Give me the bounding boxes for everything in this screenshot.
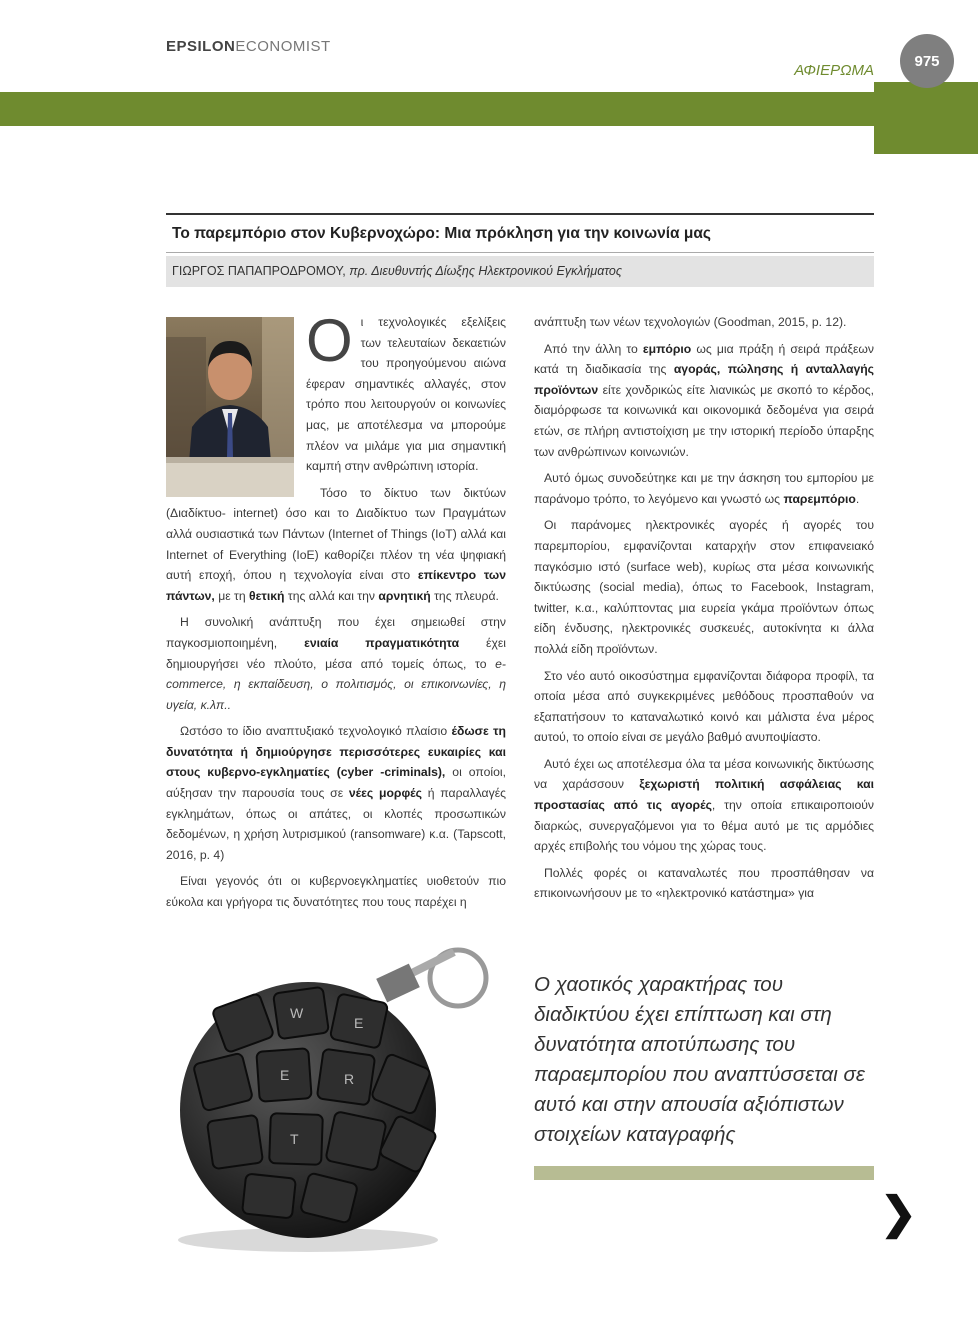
- text-run: της αλλά και την: [284, 588, 379, 603]
- paragraph: Είναι γεγονός ότι οι κυβερνοεγκληματίες υιοθετούν πιο εύκολα και γρήγορα τις δυνατότητες που τους παρέχει η: [166, 874, 506, 910]
- page-number-badge: 975: [900, 34, 954, 88]
- column-right: [534, 312, 874, 910]
- svg-text:W: W: [290, 1005, 304, 1021]
- italic-run: e-commerce, η εκπαίδευση, ο πολιτισμός, οι επικοινωνίες, η υγεία, κ.λπ..: [166, 656, 506, 712]
- text-run: ως μια πράξη ή σειρά πράξεων κατά τη διαδικασία της: [534, 341, 874, 377]
- text-run: Από την άλλη το: [544, 341, 643, 356]
- brand-light: ECONOMIST: [235, 38, 331, 55]
- bold-run: αγοράς, πώλησης ή ανταλλαγής προϊόντων: [534, 362, 875, 397]
- paragraph: Πολλές φορές οι καταναλωτές που προσπάθησαν να επικοινωνήσουν με το «ηλεκτρονικό κατάστημα» για: [534, 865, 874, 901]
- author-role: πρ. Διευθυντής Δίωξης Ηλεκτρονικού Εγκλήματος: [349, 264, 622, 278]
- bold-run: επίκεντρο των πάντων,: [166, 568, 507, 603]
- svg-text:T: T: [290, 1131, 299, 1147]
- text-run: .: [855, 491, 860, 506]
- paragraph: [166, 612, 506, 715]
- bold-run: ενιαία πραγματικότητα: [304, 635, 460, 650]
- column-left: [166, 307, 507, 919]
- bold-run: παρεμπόριο: [783, 491, 856, 506]
- paragraph: [534, 339, 874, 463]
- text-run: οι οποίοι, αύξησαν την παρουσία τους σε: [166, 765, 506, 801]
- text-run: της πλευρά.: [430, 588, 499, 603]
- text-run: Η συνολική ανάπτυξη που έχει σημειωθεί στην παγκοσμιοποιημένη,: [166, 615, 506, 650]
- bold-run: εμπόριο: [642, 341, 692, 356]
- paragraph: Οι παράνομες ηλεκτρονικές αγορές ή αγορές του παρεμπορίου, εμφανίζονται καταρχήν στον επιφανειακό παγκόσμιο ιστό (surface web), κυρίως στα μέσα κοινωνικής δικτύωσης (social media), όπως το Facebook, Instagram, twitter, κ.α., καλύπτοντας μια ευρεία γκάμα προϊόντων όπως είδη ένδυσης, ηλεκτρονικές συσκευές, αυτοκίνητα κι άλλα πολλά είδη προϊόντων.: [534, 518, 874, 656]
- author-name: ΓΙΩΡΓΟΣ ΠΑΠΑΠΡΟΔΡΟΜΟΥ,: [172, 264, 346, 278]
- bold-run: αρνητική: [378, 588, 431, 603]
- svg-text:R: R: [344, 1071, 355, 1087]
- author-bar: [166, 256, 874, 287]
- text-run: Αυτό έχει ως αποτέλεσμα όλα τα μέσα κοινωνικής δικτύωσης να χαράσσουν: [534, 756, 874, 792]
- header-green-tab: [874, 82, 978, 154]
- bold-run: νέες μορφές: [348, 786, 423, 801]
- text-run: Αυτό όμως συνοδεύτηκε και με την άσκηση του εμπορίου με παράνομο τρόπο, το λεγόμενο και γνωστό ως: [534, 471, 874, 506]
- paragraph: [166, 483, 506, 607]
- brand-bold: EPSILON: [166, 38, 236, 55]
- text-run: Ωστόσο το ίδιο αναπτυξιακό τεχνολογικό πλαίσιο: [180, 724, 452, 739]
- text-run: Τόσο το δίκτυο των δικτύων (Διαδίκτυο- internet) όσο και το Διαδίκτυο των Πραγμάτων αλλά ουσιαστικά των Πάντων (Internet of Things (IoT) αλλά και Internet of Everything (IoE) καθορίζει πλέον τη νέα ψηφιακή αυτή εποχή, όπου η τεχνολογία είναι στο: [166, 485, 506, 583]
- bold-run: θετική: [249, 588, 285, 603]
- text-run: έχει δημιουργήσει νέο πλούτο, μέσα από τομείς όπως, το: [166, 635, 507, 671]
- paragraph: [534, 754, 874, 857]
- masthead: [166, 38, 331, 55]
- text-run: με τη: [214, 588, 250, 603]
- paragraph-text: ι τεχνολογικές εξελίξεις των τελευταίων δεκαετιών του προηγούμενου αιώνα έφεραν σημαντικές αλλαγές, στον τρόπο που λειτουργούν οι κοινωνίες μας, με αποτέλεσμα να μπορούμε πλέον να μιλάμε για μια σημαντική καμπή στην ανθρώπινη ιστορία.: [306, 315, 506, 474]
- section-label: ΑΦΙΕΡΩΜΑ: [794, 62, 874, 79]
- text-run: είτε χονδρικώς είτε λιανικώς με σκοπό το κέρδος, διαμόρφωσε τα κοινωνικά και οικονομικά δεδομένα για σειρά ετών, σε πλήρη αντιστοίχιση με την ιστορική περίοδο ύπαρξης των ανθρώπινων κοινωνιών.: [534, 382, 874, 459]
- chevron-right-icon[interactable]: ❯: [880, 1189, 917, 1238]
- pull-quote: Ο χαοτικός χαρακτήρας του διαδικτύου έχει επίπτωση και στη δυνατότητα αποτύπωσης του παραεμπορίου που αναπτύσσεται σε αυτό και στην απουσία αξιόπιστων στοιχείων καταγραφής: [534, 973, 865, 1146]
- header-green-band: [0, 92, 978, 126]
- svg-text:E: E: [280, 1067, 290, 1083]
- svg-text:E: E: [354, 1015, 364, 1031]
- article-title: Το παρεμπόριο στον Κυβερνοχώρο: Μια πρόκληση για την κοινωνία μας: [172, 225, 711, 242]
- keyboard-grenade-icon: [158, 940, 518, 1260]
- paragraph: [534, 468, 874, 509]
- title-rule: [166, 213, 874, 215]
- pull-quote-bar: [534, 1166, 874, 1180]
- bold-run: έδωσε τη δυνατότητα ή δημιούργησε περισσότερες ευκαιρίες και στους κυβερνο-εγκληματίες (cyber -criminals),: [166, 724, 507, 780]
- title-divider: [166, 252, 874, 253]
- photo-wrap-spacer: [166, 312, 306, 492]
- paragraph: ανάπτυξη των νέων τεχνολογιών (Goodman, 2015, p. 12).: [534, 315, 847, 329]
- paragraph: Στο νέο αυτό οικοσύστημα εμφανίζονται διάφορα προφίλ, τα οποία μέσα από συγκεκριμένες μεθόδους προσπαθούν να εξαπατήσουν το καταναλωτικό κοινό και μάλιστα ένα μέρος αυτού, το οποίο είναι σε μεγάλο βαθμό ανυποψίαστο.: [534, 668, 874, 745]
- bold-run: ξεχωριστή πολιτική ασφάλειας και προστασίας από τις αγορές: [534, 777, 874, 813]
- drop-cap: Ο: [306, 307, 353, 374]
- text-run: ή παραλλαγές εγκλημάτων, όπως οι απάτες, οι κλοπές προσωπικών δεδομένων, η χρήση λυτρισμικού (ransomware) κ.α. (Tapscott, 2016, p. 4): [166, 786, 506, 862]
- text-run: , την οποία επικαιροποιούν διαρκώς, συνεργαζόμενοι για το θέμα αυτό με τις αρμόδιες αρχές επιβολής του νόμου της χώρας τους.: [534, 798, 874, 854]
- paragraph: [166, 721, 506, 865]
